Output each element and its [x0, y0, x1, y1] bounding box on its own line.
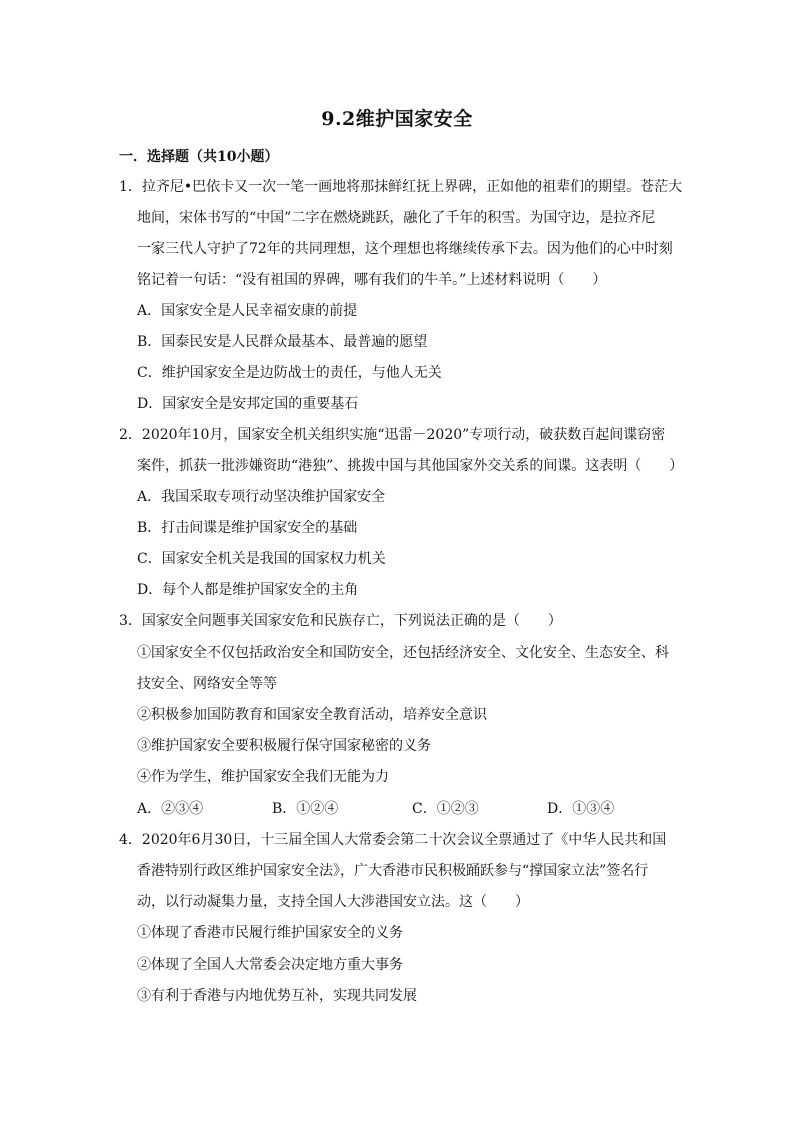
- q1-choice-a[interactable]: A．国家安全是人民幸福安康的前提: [137, 303, 358, 319]
- q2-line-1: 2．2020年10月，国家安全机关组织实施“迅雷－2020”专项行动，破获数百起间谍窃密: [119, 427, 666, 443]
- q2-choice-b[interactable]: B．打击间谍是维护国家安全的基础: [137, 520, 358, 536]
- q1-choice-c[interactable]: C．维护国家安全是边防战士的责任，与他人无关: [137, 365, 442, 381]
- q1-line-4: 铭记着一句话：“没有祖国的界碑，哪有我们的牛羊。”上述材料说明（ ）: [137, 272, 607, 288]
- q2-choice-a[interactable]: A．我国采取专项行动坚决维护国家安全: [137, 489, 386, 505]
- q3-line-1: 3．国家安全问题事关国家安危和民族存亡，下列说法正确的是（ ）: [119, 613, 562, 629]
- q3-item-1b: 技安全、网络安全等等: [137, 676, 277, 692]
- q4-item-2: ②体现了全国人大常委会决定地方重大事务: [137, 957, 403, 973]
- q1-choice-d[interactable]: D．国家安全是安邦定国的重要基石: [137, 396, 359, 412]
- q4-line-3: 动，以行动凝集力量，支持全国人大涉港国安立法。这（ ）: [137, 894, 529, 910]
- q3-choice-c[interactable]: C．①②③: [412, 801, 479, 817]
- q2-line-2: 案件，抓获一批涉嫌资助“港独”、挑拨中国与其他国家外交关系的间谍。这表明（ ）: [137, 458, 684, 474]
- q1-line-1: 1．拉齐尼•巴依卡又一次一笔一画地将那抹鲜红抚上界碑，正如他的祖辈们的期望。苍茫大: [119, 179, 683, 195]
- q3-item-2: ②积极参加国防教育和国家安全教育活动，培养安全意识: [137, 707, 487, 723]
- q3-item-4: ④作为学生，维护国家安全我们无能为力: [137, 769, 389, 785]
- q4-line-1: 4．2020年6月30日，十三届全国人大常委会第二十次会议全票通过了《中华人民共和国: [119, 832, 667, 848]
- page-title: 9.2维护国家安全: [321, 108, 473, 130]
- q1-choice-b[interactable]: B．国泰民安是人民群众最基本、最普遍的愿望: [137, 334, 428, 350]
- q4-item-1: ①体现了香港市民履行维护国家安全的义务: [137, 925, 403, 941]
- q2-choice-d[interactable]: D．每个人都是维护国家安全的主角: [137, 582, 359, 598]
- q4-line-2: 香港特别行政区维护国家安全法》，广大香港市民积极踊跃参与“撑国家立法”签名行: [137, 863, 649, 879]
- q3-choice-a[interactable]: A．②③④: [137, 801, 204, 817]
- q1-line-2: 地间，宋体书写的“中国”二字在燃烧跳跃，融化了千年的积雪。为国守边，是拉齐尼: [137, 210, 656, 226]
- q3-choice-d[interactable]: D．①③④: [547, 801, 615, 817]
- q1-line-3: 一家三代人守护了72年的共同理想，这个理想也将继续传承下去。因为他们的心中时刻: [137, 241, 673, 257]
- q3-item-3: ③维护国家安全要积极履行保守国家秘密的义务: [137, 738, 431, 754]
- q3-item-1a: ①国家安全不仅包括政治安全和国防安全，还包括经济安全、文化安全、生态安全、科: [137, 645, 669, 661]
- q4-item-3: ③有利于香港与内地优势互补，实现共同发展: [137, 988, 417, 1004]
- q2-choice-c[interactable]: C．国家安全机关是我国的国家权力机关: [137, 551, 386, 567]
- q3-choice-b[interactable]: B．①②④: [272, 801, 339, 817]
- section-heading: 一．选择题（共10小题）: [119, 149, 279, 165]
